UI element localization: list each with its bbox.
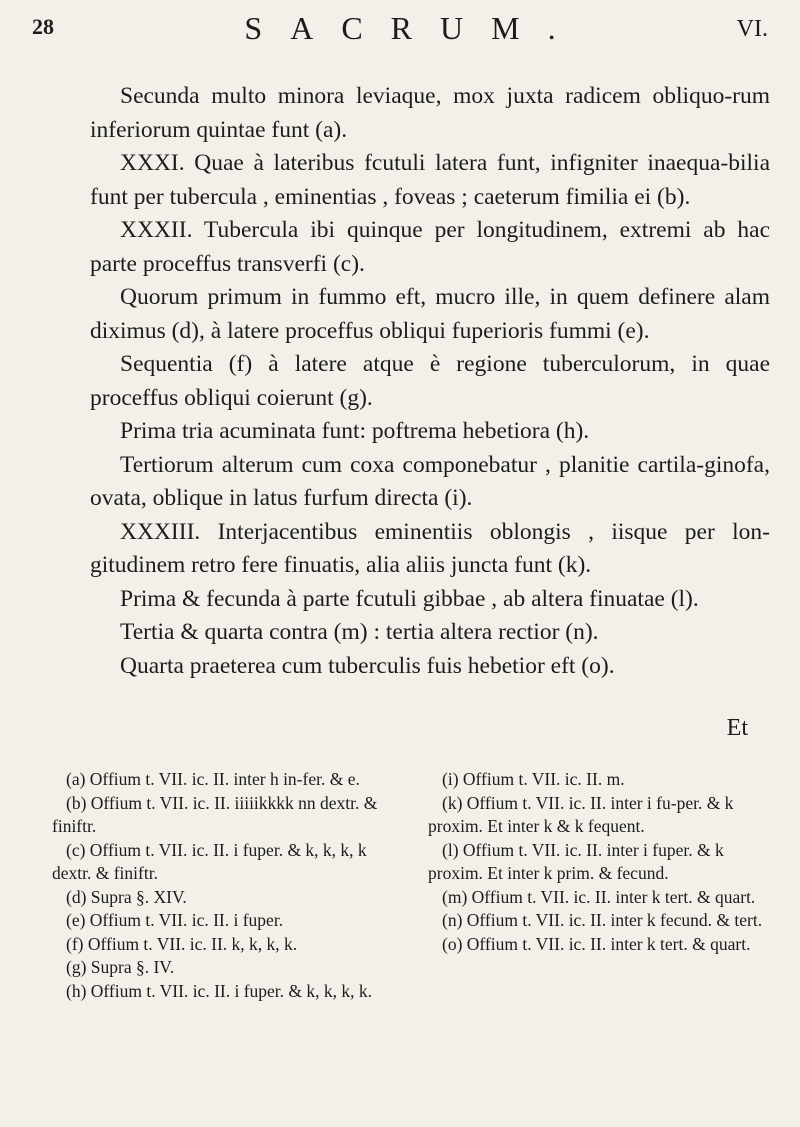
paragraph: Prima tria acuminata funt: poftrema hebetiora (h). (120, 418, 590, 444)
paragraph: Prima & fecunda à parte fcutuli gibbae , ab altera finuatae (l). (120, 585, 699, 612)
main-text (90, 80, 770, 683)
footnote: (m) Offium t. VII. ic. II. inter k tert. & quart. (442, 886, 756, 907)
running-title: SACRUM. (244, 10, 584, 46)
running-header (32, 8, 768, 44)
paragraph: Secunda multo minora leviaque, mox juxta radicem obliquo-rum inferiorum quintae funt (a). (90, 83, 770, 143)
footnote: (e) Offium t. VII. ic. II. i fuper. (66, 910, 284, 930)
paragraph: Quarta praeterea cum tuberculis fuis hebetior eft (o). (120, 652, 615, 679)
paragraph: XXXI. Quae à lateribus fcutuli latera funt, infigniter inaequa-bilia funt per tubercula , eminentias , foveas ; caeterum fimilia ei (b). (90, 150, 770, 210)
paragraph: XXXIII. Interjacentibus eminentiis oblongis , iisque per lon-gitudinem retro fere finuatis, alia aliis juncta funt (k). (90, 518, 770, 578)
footnote: (n) Offium t. VII. ic. II. inter k fecund. & tert. (442, 910, 763, 930)
footnote: (g) Supra §. IV. (66, 957, 175, 977)
paragraph: Sequentia (f) à latere atque è regione tuberculorum, in quae proceffus obliqui coierunt (g). (90, 351, 770, 411)
footnote: (h) Offium t. VII. ic. II. i fuper. & k, k, k, k. (66, 980, 373, 1001)
catchword: Et (726, 715, 748, 741)
paragraph: Tertiorum alterum cum coxa componebatur , planitie cartila-ginofa, ovata, oblique in latus furfum directa (i). (90, 451, 770, 511)
footnote: (l) Offium t. VII. ic. II. inter i fuper. & k proxim. Et inter k prim. & fecund. (428, 839, 724, 883)
footnotes-right-column (428, 768, 772, 1003)
paragraph: Tertia & quarta contra (m) : tertia altera rectior (n). (120, 619, 599, 645)
footnote: (i) Offium t. VII. ic. II. m. (442, 769, 625, 789)
footnote: (a) Offium t. VII. ic. II. inter h in-fer. & e. (66, 769, 360, 789)
footnote: (f) Offium t. VII. ic. II. k, k, k, k. (66, 933, 298, 954)
paragraph: Quorum primum in fummo eft, mucro ille, in quem definere alam diximus (d), à latere proceffus obliqui fuperioris fummi (e). (90, 284, 770, 344)
paragraph: XXXII. Tubercula ibi quinque per longitudinem, extremi ab hac parte proceffus transverfi (c). (90, 217, 770, 277)
page-number: 28 (32, 14, 54, 39)
footnote: (b) Offium t. VII. ic. II. iiiiikkkk nn dextr. & finiftr. (52, 792, 378, 836)
footnotes (52, 768, 772, 1003)
footnote: (o) Offium t. VII. ic. II. inter k tert. & quart. (442, 933, 751, 954)
footnote: (c) Offium t. VII. ic. II. i fuper. & k, k, k, k dextr. & finiftr. (52, 839, 367, 883)
footnote: (d) Supra §. XIV. (66, 886, 187, 907)
section-number: VI. (736, 16, 768, 42)
footnote: (k) Offium t. VII. ic. II. inter i fu-per. & k proxim. Et inter k & k fequent. (428, 792, 734, 836)
footnotes-left-column (52, 768, 396, 1003)
